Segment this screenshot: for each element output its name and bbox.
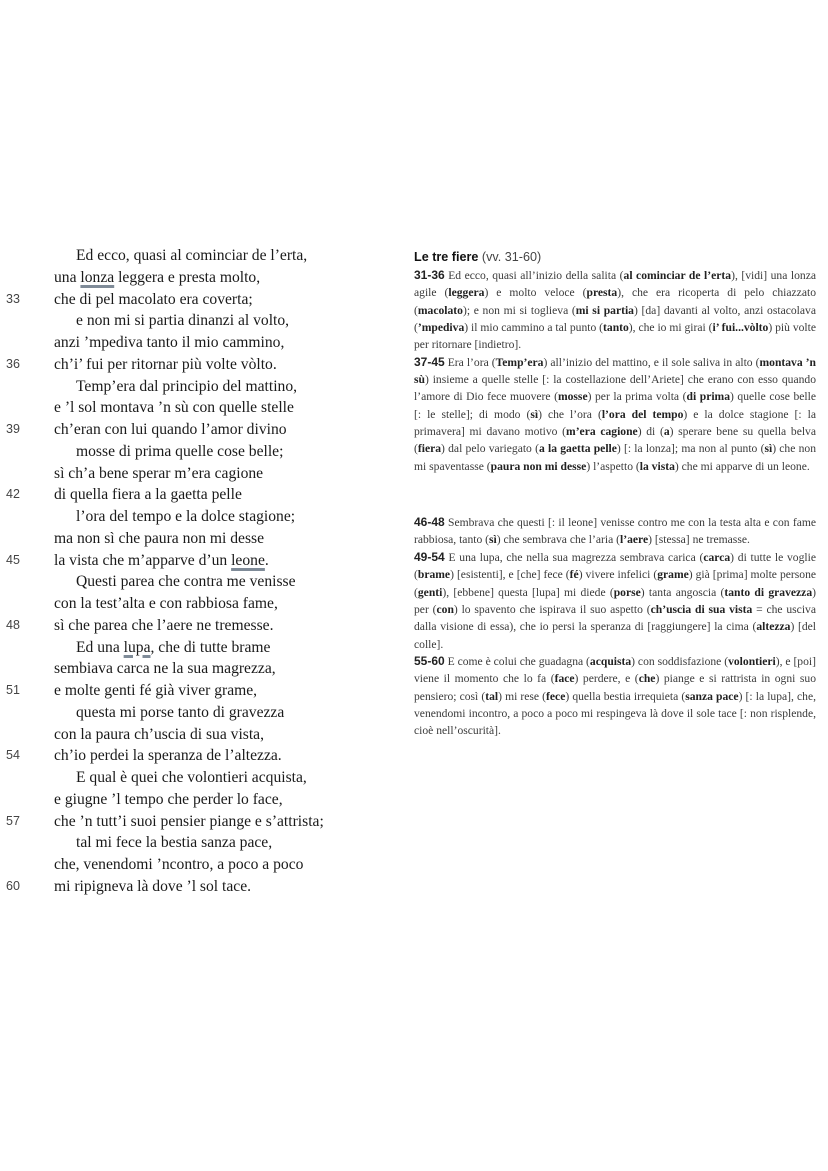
gloss-text: = che usciva dalla visione di essa), che io persi la speranza di [raggiungere] la cima ( <box>414 602 816 634</box>
gloss-term: m’era cagione <box>566 425 638 439</box>
verse-line <box>0 506 400 528</box>
gloss-text: E una lupa, che nella sua magrezza sembrava carica ( <box>444 550 704 564</box>
gloss-block <box>414 267 816 354</box>
verse-text: Ed ecco, quasi al cominciar de l’erta, <box>76 247 308 264</box>
gloss-term: a <box>663 425 670 439</box>
verse-text <box>76 637 270 659</box>
underlined-word: lupa <box>123 638 151 656</box>
gloss-term: sì <box>489 533 497 547</box>
gloss-text: ) l’aspetto ( <box>586 459 640 473</box>
verse-text: che, venendomi ’ncontro, a poco a poco <box>54 856 304 873</box>
verse-text: e giugne ’l tempo che perder lo face, <box>54 790 283 808</box>
verse-line <box>0 289 400 311</box>
gloss-text: ), [ebbene] questa [lupa] mi diede ( <box>442 585 614 599</box>
gloss-term: paura non mi desse <box>490 459 587 473</box>
verse-line <box>0 310 400 332</box>
gloss-text: ) insieme a quelle stelle [: la costellazione dell’Ariete] che erano con esso quando l’amore di Dio fece muovere ( <box>414 373 816 404</box>
gloss-text: ) [del colle]. <box>414 620 816 651</box>
gloss-text: ) e molto veloce ( <box>484 286 587 300</box>
notes-column <box>414 247 816 740</box>
gloss-term: fece <box>546 689 566 703</box>
poem-column <box>0 245 400 898</box>
gloss-text: ) che sembrava che l’aria ( <box>496 533 621 547</box>
gloss-text: ) di ( <box>637 425 664 439</box>
gloss-text: ) dal pelo variegato ( <box>441 442 539 456</box>
verse-line <box>0 397 400 419</box>
verse-number: 33 <box>6 291 20 306</box>
notes-title-range: (vv. 31-60) <box>481 250 542 264</box>
gloss-text: ) che l’ora ( <box>538 407 602 421</box>
verse-text: Temp’era dal principio del mattino, <box>76 377 298 395</box>
verse-text-part: , che di tutte brame <box>150 638 271 656</box>
verse-line <box>0 354 400 376</box>
verse-line <box>0 267 400 289</box>
verse-text: Questi parea che contra me venisse <box>76 573 296 591</box>
gloss-text: ), [vidi] una lonza agile ( <box>414 269 816 300</box>
gloss-verse-range: 31-36 <box>414 268 445 282</box>
gloss-block <box>414 354 816 475</box>
gloss-term: volontieri <box>728 654 776 668</box>
verse-line <box>0 658 400 680</box>
verse-text: l’ora del tempo e la dolce stagione; <box>76 508 296 525</box>
gloss-term: macolato <box>417 303 463 317</box>
verse-line <box>0 332 400 354</box>
gloss-term: la vista <box>639 459 675 473</box>
gloss-text: ) mi rese ( <box>498 689 547 703</box>
verse-line <box>0 767 400 789</box>
gloss-text: ); e non mi si toglieva ( <box>462 303 576 317</box>
verse-text: che ’n tutt’i suoi pensier piange e s’attrista; <box>54 812 324 830</box>
gloss-term: fé <box>569 568 579 582</box>
gloss-text: ) più volte per ritornare [indietro]. <box>414 321 816 352</box>
underlined-word: lonza <box>80 268 115 286</box>
verse-number: 51 <box>6 683 20 697</box>
verse-text-part: la vista che m’apparve d’un <box>54 551 232 569</box>
verse-line <box>0 789 400 811</box>
gloss-text: ) [da] davanti al volto, anzi ostacolava ( <box>414 303 816 335</box>
verse-text: e molte genti fé già viver grame, <box>54 682 258 699</box>
verse-number: 45 <box>6 552 20 567</box>
verse-text-part: una <box>54 268 81 286</box>
verse-line <box>0 876 400 898</box>
gloss-text: ) sperare bene su quella belva ( <box>414 425 816 456</box>
gloss-text: ) per ( <box>414 585 816 616</box>
verse-line <box>0 463 400 485</box>
gloss-term: tal <box>485 689 499 703</box>
verse-text <box>54 550 269 572</box>
gloss-term: porse <box>613 585 641 599</box>
gloss-term: ’mpediva <box>417 321 465 335</box>
gloss-text: ) perdere, e ( <box>574 672 639 686</box>
gloss-text: ) quella bestia irrequieta ( <box>565 689 686 703</box>
gloss-text: ) per la prima volta ( <box>587 390 687 404</box>
gloss-text: ) tanta angoscia ( <box>640 585 725 599</box>
gloss-text: ) che mi apparve di un leone. <box>674 459 810 473</box>
verse-line <box>0 441 400 463</box>
verse-line <box>0 245 400 267</box>
gloss-term: l’aere <box>620 533 649 547</box>
verse-text: con la paura ch’uscia di sua vista, <box>54 725 265 743</box>
gloss-text: Sembrava che questi [: il leone] venisse contro me con la testa alta e con fame rabbiosa, tanto ( <box>414 516 816 547</box>
gloss-term: face <box>554 672 575 686</box>
verse-text-part: Ed una <box>76 638 124 656</box>
verse-line <box>0 419 400 441</box>
verse-text: E qual è quei che volontieri acquista, <box>76 769 307 786</box>
gloss-term: l’ora del tempo <box>601 407 684 421</box>
gloss-text: ) vivere infelici ( <box>578 568 658 582</box>
gloss-term: di prima <box>686 390 731 404</box>
gloss-term: che <box>638 672 656 686</box>
verse-text: ch’eran con lui quando l’amor divino <box>54 421 287 438</box>
gloss-text: ) [esistenti], e [che] fece ( <box>450 568 570 582</box>
underlined-word: leone <box>231 551 265 569</box>
verse-line <box>0 745 400 767</box>
gloss-term: leggera <box>448 286 485 300</box>
verse-line <box>0 680 400 702</box>
gloss-verse-range: 49-54 <box>414 549 445 564</box>
verse-number: 48 <box>6 617 20 632</box>
verse-number: 36 <box>6 356 20 371</box>
verse-number: 60 <box>6 878 20 893</box>
gloss-text: ) e la dolce stagione [: la primavera] mi davano motivo ( <box>414 407 817 439</box>
gloss-text: ) lo spavento che ispirava il suo aspetto ( <box>453 602 651 616</box>
gloss-term: a la gaetta pelle <box>538 442 617 456</box>
gloss-text: Ed ecco, quasi all’inizio della salita ( <box>444 269 624 282</box>
verse-text: sì ch’a bene sperar m’era cagione <box>54 464 264 482</box>
verse-line <box>0 376 400 398</box>
gloss-term: sanza pace <box>685 689 739 703</box>
verse-text: e ’l sol montava ’n sù con quelle stelle <box>54 399 294 417</box>
verse-line <box>0 550 400 572</box>
verse-text: che di pel macolato era coverta; <box>54 290 253 308</box>
gloss-text: Era l’ora ( <box>444 355 496 369</box>
gloss-text: ), che era ricoperta di pelo chiazzato ( <box>414 286 816 317</box>
gloss-text: ) con soddisfazione ( <box>631 654 729 668</box>
gloss-term: sì <box>764 442 773 456</box>
gloss-text: ) il mio cammino a tal punto ( <box>464 321 604 335</box>
verse-text: con la test’alta e con rabbiosa fame, <box>54 595 278 612</box>
verse-line <box>0 615 400 637</box>
verse-text-part: . <box>264 551 269 569</box>
verse-text: ch’io perdei la speranza de l’altezza. <box>54 747 282 765</box>
gloss-text: ) quelle cose belle [: le stelle]; di modo ( <box>414 390 817 421</box>
notes-gap <box>414 475 816 514</box>
verse-text <box>54 267 260 289</box>
verse-text: mi ripigneva là dove ’l sol tace. <box>54 877 252 895</box>
verse-line <box>0 637 400 659</box>
verse-text-part: leggera e presta molto, <box>114 268 261 286</box>
verse-text: ch’i’ fui per ritornar più volte vòlto. <box>54 355 277 373</box>
verse-line <box>0 854 400 876</box>
gloss-text: ), e [poi] viene il momento che lo fa ( <box>414 654 816 686</box>
gloss-term: i’ fui...vòlto <box>712 321 769 335</box>
gloss-term: acquista <box>589 654 632 668</box>
verse-line <box>0 702 400 724</box>
gloss-verse-range: 55-60 <box>414 653 445 668</box>
gloss-term: mi si partia <box>575 303 634 317</box>
verse-text: anzi ’mpediva tanto il mio cammino, <box>54 334 285 351</box>
verse-number: 57 <box>6 813 20 828</box>
gloss-term: mosse <box>557 390 588 404</box>
verse-line <box>0 571 400 593</box>
verse-line <box>0 811 400 833</box>
gloss-term: al cominciar de l’erta <box>623 269 732 282</box>
notes-title-text: Le tre fiere <box>414 250 479 264</box>
gloss-term: sì <box>530 407 539 421</box>
gloss-block <box>414 514 816 549</box>
verse-line <box>0 832 400 854</box>
verse-line <box>0 528 400 550</box>
verse-number: 39 <box>6 422 20 436</box>
gloss-block <box>414 653 816 740</box>
gloss-term: fiera <box>417 442 442 456</box>
gloss-list <box>414 267 816 740</box>
gloss-term: genti <box>417 585 443 599</box>
gloss-text: ) [: la lonza]; ma non al punto ( <box>616 442 765 456</box>
gloss-text: ) che non mi spaventasse ( <box>414 442 816 473</box>
gloss-verse-range: 37-45 <box>414 354 445 369</box>
gloss-term: carca <box>703 550 731 564</box>
gloss-term: tanto di gravezza <box>724 585 813 599</box>
gloss-term: montava ’n sù <box>414 355 816 387</box>
gloss-text: ) piange e si rattrista in ogni suo pensiero; così ( <box>414 672 817 703</box>
gloss-text: ) [: la lupa], che, venendomi incontro, a poco a poco mi respingeva là dove il sole tace [: non risplende, cioè nell’oscurità]. <box>414 689 816 738</box>
gloss-term: ch’uscia di sua vista <box>650 602 753 616</box>
gloss-verse-range: 46-48 <box>414 515 445 530</box>
verse-text: sì che parea che l’aere ne tremesse. <box>54 616 274 634</box>
gloss-term: tanto <box>603 321 629 335</box>
verse-text: ma non sì che paura non mi desse <box>54 529 265 547</box>
gloss-term: altezza <box>756 620 791 634</box>
verse-text: e non mi si partia dinanzi al volto, <box>76 312 290 330</box>
notes-title <box>414 247 816 267</box>
gloss-term: brame <box>417 568 451 582</box>
gloss-block <box>414 549 816 653</box>
gloss-text: ) già [prima] molte persone ( <box>414 568 817 599</box>
gloss-text: ), che io mi girai ( <box>628 321 713 335</box>
verse-text: questa mi porse tanto di gravezza <box>76 703 285 721</box>
verse-number: 42 <box>6 487 20 502</box>
verse-text: di quella fiera a la gaetta pelle <box>54 486 242 504</box>
gloss-text: E come è colui che guadagna ( <box>444 654 590 668</box>
gloss-term: con <box>436 602 454 616</box>
gloss-term: grame <box>657 568 689 582</box>
verse-text: tal mi fece la bestia sanza pace, <box>76 834 273 852</box>
gloss-term: presta <box>586 286 618 300</box>
gloss-text: ) all’inizio del mattino, e il sole saliva in alto ( <box>543 355 760 369</box>
verse-text: mosse di prima quelle cose belle; <box>76 442 284 460</box>
gloss-text: ) di tutte le voglie ( <box>414 550 816 582</box>
gloss-text: ) [stessa] ne tremasse. <box>648 533 750 547</box>
verse-line <box>0 724 400 746</box>
verse-line <box>0 484 400 506</box>
verse-text: sembiava carca ne la sua magrezza, <box>54 660 276 678</box>
gloss-term: Temp’era <box>495 355 544 369</box>
verse-number: 54 <box>6 748 20 763</box>
verse-line <box>0 593 400 615</box>
